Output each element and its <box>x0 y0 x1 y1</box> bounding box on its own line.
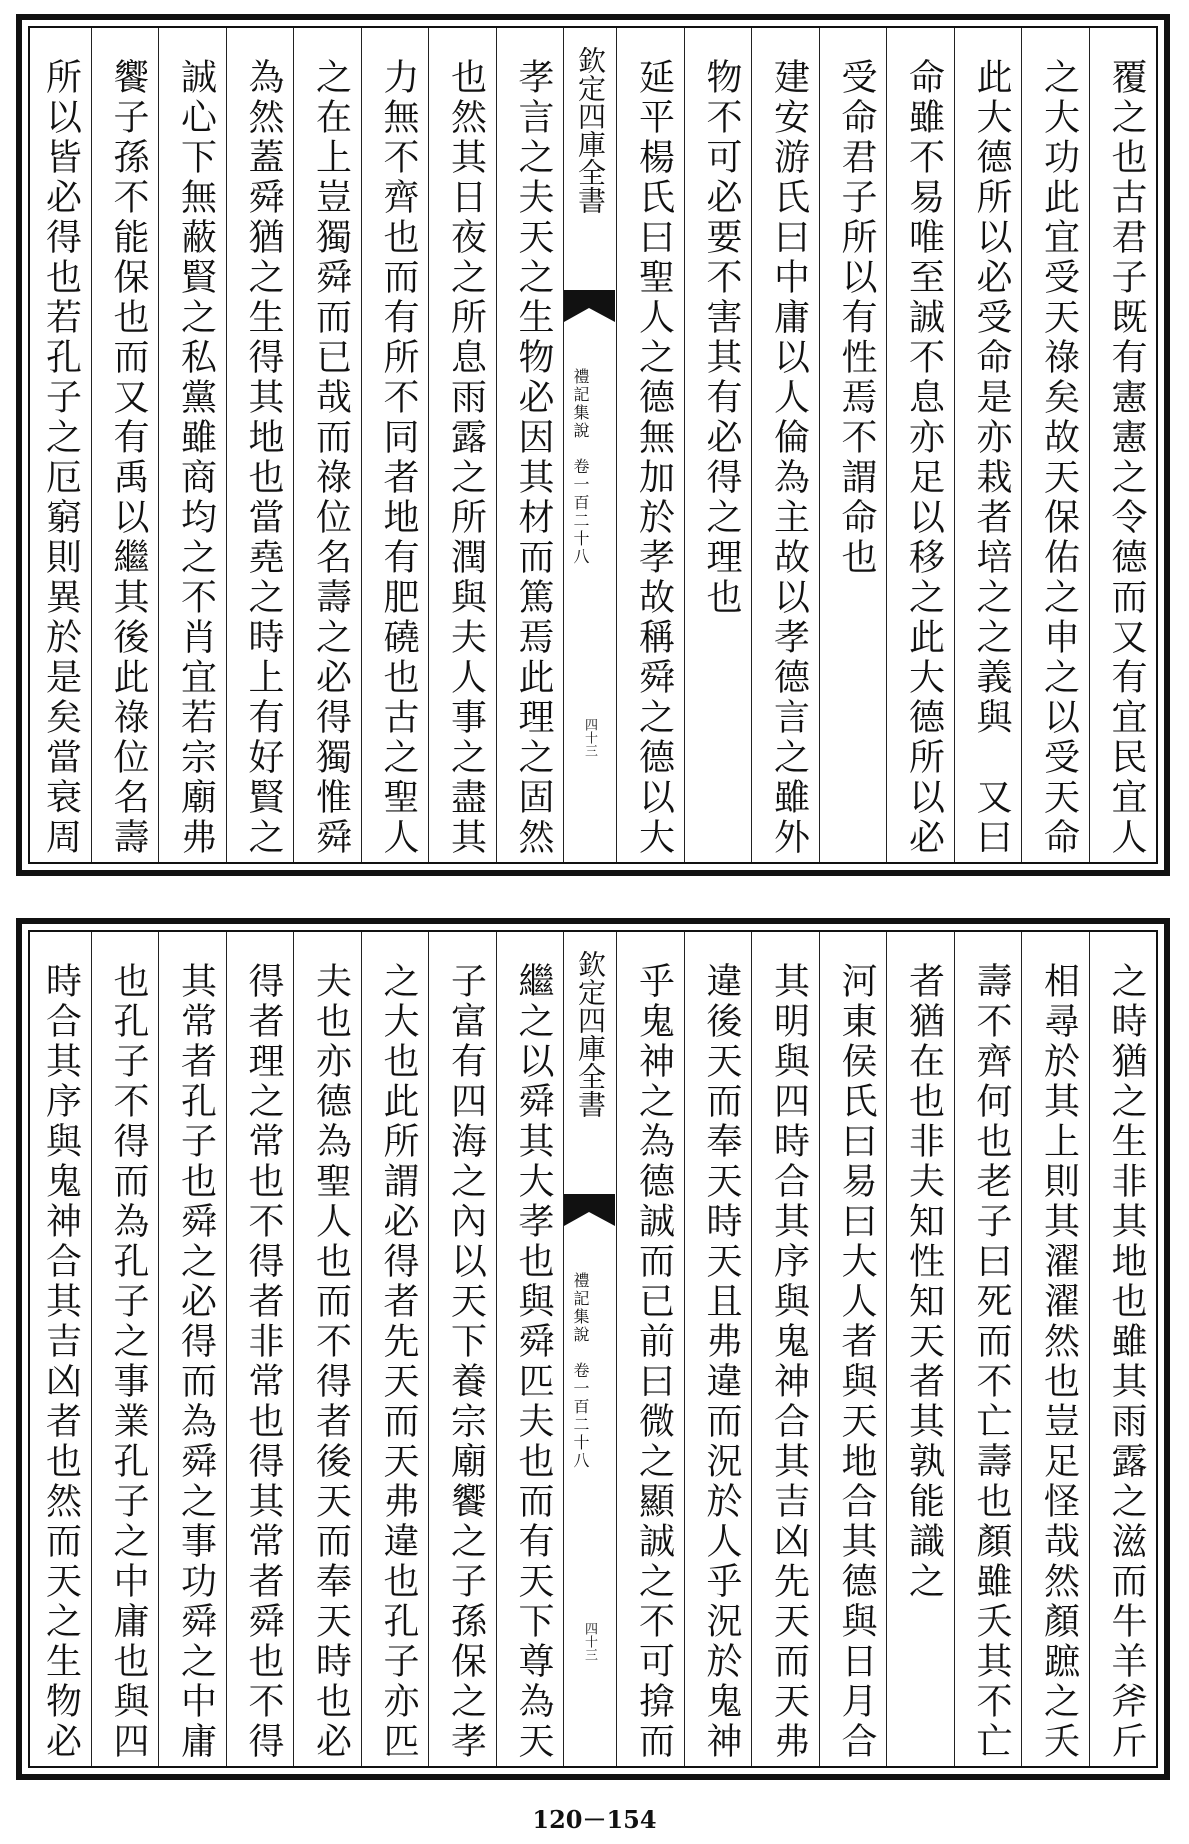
text-column: 命雖不易唯至誠不息亦足以移之此大德所以必 <box>886 28 954 862</box>
collection-title: 欽定四庫全書 <box>574 46 607 214</box>
text-column: 違後天而奉天時天且弗違而況於人乎況於鬼神 <box>684 932 752 1766</box>
text-column: 饗子孫不能保也而又有禹以繼其後此祿位名壽 <box>91 28 159 862</box>
text-column: 為然蓋舜猶之生得其地也當堯之時上有好賢之 <box>226 28 294 862</box>
text-column: 之時猶之生非其地也雖其雨露之滋而牛羊斧斤 <box>1089 932 1157 1766</box>
text-column: 乎鬼神之為德誠而已前曰微之顯誠之不可揜而 <box>616 932 684 1766</box>
text-column: 夫也亦德為聖人也而不得者後天而奉天時也必 <box>293 932 361 1766</box>
top-page-frame <box>28 26 1158 864</box>
text-column: 河東侯氏曰易曰大人者與天地合其德與日月合 <box>819 932 887 1766</box>
text-column: 誠心下無蔽賢之私黨雖商均之不肖宜若宗廟弗 <box>158 28 226 862</box>
bottom-page-columns <box>30 932 1156 1766</box>
text-column: 物不可必要不害其有必得之理也 <box>684 28 752 862</box>
fishtail-mark-icon <box>564 290 615 322</box>
top-page <box>16 14 1170 876</box>
book-title: 禮記集說 卷一百二十八 <box>571 368 590 566</box>
text-column: 子富有四海之內以天下養宗廟饗之子孫保之孝 <box>428 932 496 1766</box>
center-fold <box>563 28 616 862</box>
page-number: 120－154 <box>532 1805 657 1834</box>
text-column: 也孔子不得而為孔子之事業孔子之中庸也與四 <box>91 932 159 1766</box>
text-column: 所以皆必得也若孔子之厄窮則異於是矣當衰周 <box>40 58 82 858</box>
folio-number: 四十三 <box>582 1622 597 1661</box>
text-column: 孝言之夫天之生物必因其材而篤焉此理之固然 <box>496 28 564 862</box>
text-column: 之大也此所謂必得者先天而天弗違也孔子亦匹 <box>361 932 429 1766</box>
book-title: 禮記集說 卷一百二十八 <box>571 1272 590 1470</box>
text-column: 其常者孔子也舜之必得而為舜之事功舜之中庸 <box>158 932 226 1766</box>
text-column: 得者理之常也不得者非常也得其常者舜也不得 <box>226 932 294 1766</box>
bottom-page <box>16 918 1170 1780</box>
text-column: 之在上豈獨舜而已哉而祿位名壽之必得獨惟舜 <box>293 28 361 862</box>
top-page-columns <box>30 28 1156 862</box>
text-column: 建安游氏曰中庸以人倫為主故以孝德言之雖外 <box>751 28 819 862</box>
text-column: 者猶在也非夫知性知天者其孰能識之 <box>886 932 954 1766</box>
text-column: 繼之以舜其大孝也與舜匹夫也而有天下尊為天 <box>496 932 564 1766</box>
text-column: 受命君子所以有性焉不謂命也 <box>819 28 887 862</box>
collection-title: 欽定四庫全書 <box>574 950 607 1118</box>
text-column: 力無不齊也而有所不同者地有肥磽也古之聖人 <box>361 28 429 862</box>
text-column: 也然其日夜之所息雨露之所潤與夫人事之盡其 <box>428 28 496 862</box>
center-fold <box>563 932 616 1766</box>
bottom-page-frame <box>28 930 1158 1768</box>
fishtail-mark-icon <box>564 1194 615 1226</box>
text-column: 其明與四時合其序與鬼神合其吉凶先天而天弗 <box>751 932 819 1766</box>
text-column: 之大功此宜受天祿矣故天保佑之申之以受天命 <box>1021 28 1089 862</box>
text-column: 延平楊氏曰聖人之德無加於孝故稱舜之德以大 <box>616 28 684 862</box>
text-column: 壽不齊何也老子曰死而不亡壽也顏雖夭其不亡 <box>954 932 1022 1766</box>
folio-number: 四十三 <box>582 718 597 757</box>
text-column: 相尋於其上則其濯濯然也豈足怪哉然顏蹠之夭 <box>1021 932 1089 1766</box>
text-column: 此大德所以必受命是亦栽者培之之義與 又曰 <box>954 28 1022 862</box>
text-column: 時合其序與鬼神合其吉凶者也然而天之生物必 <box>40 962 82 1762</box>
text-column: 覆之也古君子既有憲憲之令德而又有宜民宜人 <box>1089 28 1157 862</box>
